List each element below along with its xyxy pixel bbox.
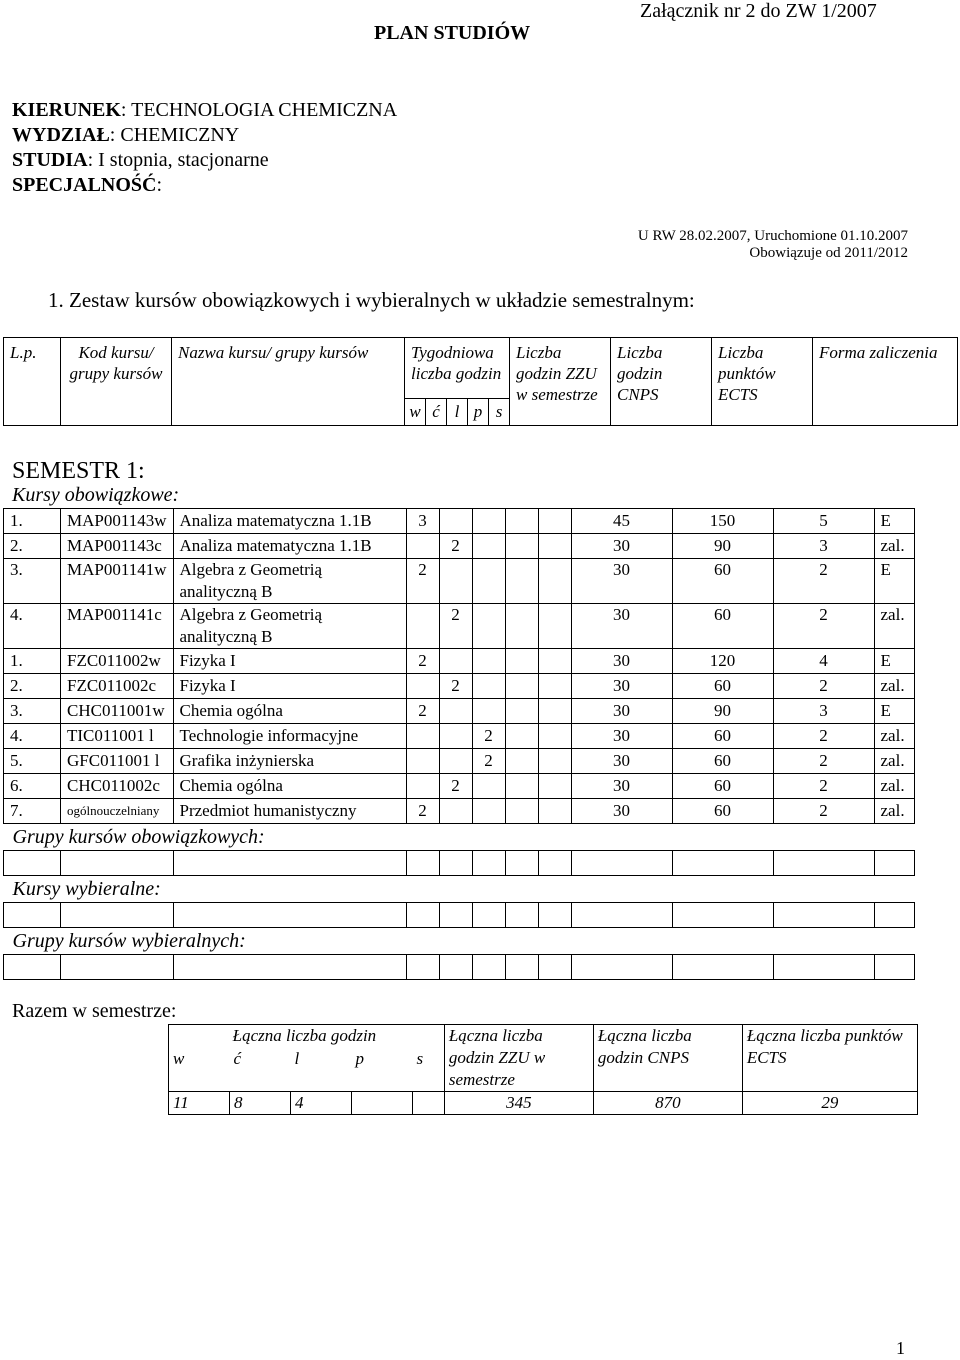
section-heading: 1. Zestaw kursów obowiązkowych i wybieralnych w układzie semestralnym: — [48, 288, 695, 312]
table-row — [4, 749, 915, 774]
summary-cnps-header: Łączna liczba godzin CNPS — [593, 1025, 742, 1092]
header-l: l — [447, 399, 468, 426]
blank-cell — [472, 903, 505, 928]
course-zzu: 30 — [571, 749, 672, 774]
summary-c-value: 8 — [230, 1092, 291, 1115]
course-p — [505, 774, 538, 799]
course-form: zal. — [874, 774, 915, 799]
course-l — [472, 559, 505, 604]
blank-cell — [61, 955, 174, 980]
course-lp: 4. — [4, 604, 61, 649]
blank-cell — [773, 955, 874, 980]
course-l: 2 — [472, 724, 505, 749]
summary-s-value — [413, 1092, 445, 1115]
summary-l-header: l — [291, 1048, 352, 1092]
course-w — [406, 774, 439, 799]
course-w: 2 — [406, 699, 439, 724]
course-c — [439, 699, 472, 724]
course-zzu: 30 — [571, 724, 672, 749]
course-s — [538, 724, 571, 749]
course-c: 2 — [439, 774, 472, 799]
plan-title: PLAN STUDIÓW — [374, 22, 531, 44]
course-p — [505, 749, 538, 774]
summary-p-header: p — [352, 1048, 413, 1092]
summary-zzu-value: 345 — [444, 1092, 593, 1115]
course-name: Algebra z Geometrią analityczną B — [173, 559, 406, 604]
course-ects: 2 — [773, 559, 874, 604]
summary-p-value — [352, 1092, 413, 1115]
course-cnps: 60 — [672, 724, 773, 749]
course-w: 2 — [406, 799, 439, 824]
blank-cell — [538, 851, 571, 876]
summary-hours-header: Łączna liczba godzin — [169, 1025, 445, 1048]
summary-ects-header: Łączna liczba punktów ECTS — [742, 1025, 917, 1092]
course-name: Analiza matematyczna 1.1B — [173, 534, 406, 559]
blank-cell — [672, 955, 773, 980]
course-p — [505, 604, 538, 649]
plan-header-table — [3, 337, 958, 426]
summary-ects-value: 29 — [742, 1092, 917, 1115]
course-s — [538, 509, 571, 534]
course-w — [406, 674, 439, 699]
course-ects: 2 — [773, 749, 874, 774]
course-w: 3 — [406, 509, 439, 534]
course-cnps: 60 — [672, 799, 773, 824]
course-form: zal. — [874, 534, 915, 559]
course-s — [538, 799, 571, 824]
course-l — [472, 674, 505, 699]
approval-line-2: Obowiązuje od 2011/2012 — [749, 245, 908, 261]
course-w — [406, 724, 439, 749]
blank-cell — [4, 851, 61, 876]
header-lp: L.p. — [4, 338, 61, 426]
group-mandatory-label-row — [4, 824, 915, 851]
blank-cell — [173, 955, 406, 980]
group-elective-label-row — [4, 928, 915, 955]
course-ects: 2 — [773, 774, 874, 799]
course-p — [505, 699, 538, 724]
elective-blank-row — [4, 903, 915, 928]
course-ects: 2 — [773, 724, 874, 749]
course-name: Fizyka I — [173, 649, 406, 674]
blank-cell — [505, 903, 538, 928]
table-row — [4, 534, 915, 559]
course-w: 2 — [406, 559, 439, 604]
blank-cell — [61, 851, 174, 876]
table-row — [4, 699, 915, 724]
course-ects: 3 — [773, 534, 874, 559]
course-c — [439, 724, 472, 749]
summary-s-header: s — [413, 1048, 445, 1092]
blank-cell — [173, 903, 406, 928]
summary-zzu-header: Łączna liczba godzin ZZU w semestrze — [444, 1025, 593, 1092]
blank-cell — [439, 955, 472, 980]
course-form: E — [874, 649, 915, 674]
blank-cell — [61, 903, 174, 928]
blank-cell — [874, 851, 915, 876]
course-p — [505, 799, 538, 824]
course-l — [472, 649, 505, 674]
course-code: ogólnouczelniany — [61, 799, 174, 824]
header-p: p — [468, 399, 489, 426]
course-name: Algebra z Geometrią analityczną B — [173, 604, 406, 649]
course-p — [505, 509, 538, 534]
course-code: MAP001141c — [61, 604, 174, 649]
course-zzu: 45 — [571, 509, 672, 534]
course-name: Grafika inżynierska — [173, 749, 406, 774]
page-number: 1 — [896, 1338, 905, 1358]
blank-cell — [505, 955, 538, 980]
course-form: E — [874, 509, 915, 534]
course-lp: 3. — [4, 559, 61, 604]
table-row — [4, 604, 915, 649]
header-form: Forma zaliczenia — [813, 338, 958, 426]
courses-table — [3, 508, 915, 980]
approval-note — [560, 228, 908, 262]
course-lp: 3. — [4, 699, 61, 724]
meta-block — [12, 98, 397, 198]
course-c: 2 — [439, 674, 472, 699]
course-code: TIC011001 l — [61, 724, 174, 749]
course-w: 2 — [406, 649, 439, 674]
course-ects: 2 — [773, 674, 874, 699]
course-cnps: 60 — [672, 604, 773, 649]
course-zzu: 30 — [571, 604, 672, 649]
blank-cell — [406, 903, 439, 928]
header-ects: Liczba punktów ECTS — [712, 338, 813, 426]
course-form: zal. — [874, 674, 915, 699]
summary-table — [168, 1024, 918, 1115]
course-cnps: 90 — [672, 534, 773, 559]
header-zzu: Liczba godzin ZZU w semestrze — [510, 338, 611, 426]
course-form: E — [874, 699, 915, 724]
blank-cell — [439, 851, 472, 876]
course-code: MAP001143c — [61, 534, 174, 559]
header-c: ć — [426, 399, 447, 426]
course-name: Technologie informacyjne — [173, 724, 406, 749]
blank-cell — [406, 955, 439, 980]
blank-cell — [773, 851, 874, 876]
course-form: E — [874, 559, 915, 604]
course-cnps: 60 — [672, 774, 773, 799]
course-l — [472, 799, 505, 824]
course-c — [439, 749, 472, 774]
table-row — [4, 559, 915, 604]
blank-cell — [538, 955, 571, 980]
course-lp: 5. — [4, 749, 61, 774]
blank-cell — [672, 851, 773, 876]
header-cnps: Liczba godzin CNPS — [611, 338, 712, 426]
course-cnps: 60 — [672, 674, 773, 699]
blank-cell — [538, 903, 571, 928]
table-row — [4, 774, 915, 799]
course-c — [439, 509, 472, 534]
course-l — [472, 534, 505, 559]
course-p — [505, 724, 538, 749]
blank-cell — [571, 955, 672, 980]
header-weekly: Tygodniowa liczba godzin — [405, 338, 510, 399]
header-name: Nazwa kursu/ grupy kursów — [172, 338, 405, 426]
course-lp: 1. — [4, 649, 61, 674]
course-lp: 1. — [4, 509, 61, 534]
header-w: w — [405, 399, 426, 426]
table-row — [4, 724, 915, 749]
meta-specjalnosc: SPECJALNOŚĆ: — [12, 174, 163, 196]
header-code: Kod kursu/ grupy kursów — [61, 338, 172, 426]
blank-cell — [571, 851, 672, 876]
course-name: Fizyka I — [173, 674, 406, 699]
summary-w-value: 11 — [169, 1092, 230, 1115]
course-lp: 2. — [4, 674, 61, 699]
course-p — [505, 649, 538, 674]
meta-kierunek: KIERUNEK: TECHNOLOGIA CHEMICZNA — [12, 99, 398, 121]
course-cnps: 90 — [672, 699, 773, 724]
course-w — [406, 604, 439, 649]
table-row — [4, 799, 915, 824]
blank-cell — [4, 903, 61, 928]
course-lp: 7. — [4, 799, 61, 824]
course-lp: 6. — [4, 774, 61, 799]
attachment-note: Załącznik nr 2 do ZW 1/2007 — [640, 0, 877, 22]
course-lp: 2. — [4, 534, 61, 559]
course-c: 2 — [439, 604, 472, 649]
meta-wydzial: WYDZIAŁ: CHEMICZNY — [12, 124, 240, 146]
course-s — [538, 749, 571, 774]
course-ects: 4 — [773, 649, 874, 674]
table-row — [4, 649, 915, 674]
blank-cell — [406, 851, 439, 876]
blank-cell — [571, 903, 672, 928]
course-zzu: 30 — [571, 774, 672, 799]
summary-w-header: w — [169, 1048, 230, 1092]
course-s — [538, 559, 571, 604]
course-zzu: 30 — [571, 534, 672, 559]
semester-heading: SEMESTR 1: — [12, 458, 145, 484]
course-name: Chemia ogólna — [173, 774, 406, 799]
course-c: 2 — [439, 534, 472, 559]
course-c — [439, 649, 472, 674]
header-s: s — [489, 399, 510, 426]
course-l — [472, 774, 505, 799]
table-row — [4, 509, 915, 534]
summary-c-header: ć — [230, 1048, 291, 1092]
course-ects: 3 — [773, 699, 874, 724]
blank-cell — [672, 903, 773, 928]
approval-line-1: U RW 28.02.2007, Uruchomione 01.10.2007 — [637, 228, 908, 244]
course-cnps: 60 — [672, 749, 773, 774]
summary-l-value: 4 — [291, 1092, 352, 1115]
course-lp: 4. — [4, 724, 61, 749]
summary-label: Razem w semestrze: — [12, 1000, 177, 1022]
course-form: zal. — [874, 604, 915, 649]
course-cnps: 60 — [672, 559, 773, 604]
course-s — [538, 699, 571, 724]
course-name: Chemia ogólna — [173, 699, 406, 724]
course-name: Przedmiot humanistyczny — [173, 799, 406, 824]
course-cnps: 120 — [672, 649, 773, 674]
course-l — [472, 699, 505, 724]
course-s — [538, 674, 571, 699]
course-s — [538, 649, 571, 674]
course-form: zal. — [874, 749, 915, 774]
course-form: zal. — [874, 724, 915, 749]
blank-cell — [874, 955, 915, 980]
course-c — [439, 799, 472, 824]
elective-courses-label-row — [4, 876, 915, 903]
blank-cell — [173, 851, 406, 876]
course-code: GFC011001 l — [61, 749, 174, 774]
course-s — [538, 534, 571, 559]
blank-cell — [505, 851, 538, 876]
course-name: Analiza matematyczna 1.1B — [173, 509, 406, 534]
course-s — [538, 774, 571, 799]
course-code: FZC011002c — [61, 674, 174, 699]
course-ects: 2 — [773, 799, 874, 824]
course-zzu: 30 — [571, 799, 672, 824]
course-w — [406, 534, 439, 559]
course-l — [472, 604, 505, 649]
course-c — [439, 559, 472, 604]
table-row — [4, 674, 915, 699]
course-ects: 2 — [773, 604, 874, 649]
blank-cell — [472, 851, 505, 876]
course-p — [505, 674, 538, 699]
elective-courses-label: Kursy wybieralne: — [12, 878, 161, 900]
mandatory-courses-label: Kursy obowiązkowe: — [12, 484, 180, 506]
course-code: FZC011002w — [61, 649, 174, 674]
blank-cell — [4, 955, 61, 980]
course-code: MAP001141w — [61, 559, 174, 604]
group-mandatory-label: Grupy kursów obowiązkowych: — [12, 826, 265, 848]
group-elective-blank-row — [4, 955, 915, 980]
course-zzu: 30 — [571, 699, 672, 724]
course-p — [505, 559, 538, 604]
course-s — [538, 604, 571, 649]
course-form: zal. — [874, 799, 915, 824]
course-l — [472, 509, 505, 534]
meta-studia: STUDIA: I stopnia, stacjonarne — [12, 149, 269, 171]
blank-cell — [773, 903, 874, 928]
course-w — [406, 749, 439, 774]
course-code: CHC011002c — [61, 774, 174, 799]
course-zzu: 30 — [571, 649, 672, 674]
course-code: MAP001143w — [61, 509, 174, 534]
summary-cnps-value: 870 — [593, 1092, 742, 1115]
course-l: 2 — [472, 749, 505, 774]
blank-cell — [472, 955, 505, 980]
blank-cell — [439, 903, 472, 928]
course-zzu: 30 — [571, 674, 672, 699]
course-p — [505, 534, 538, 559]
group-mandatory-blank-row — [4, 851, 915, 876]
group-elective-label: Grupy kursów wybieralnych: — [12, 930, 246, 952]
course-zzu: 30 — [571, 559, 672, 604]
blank-cell — [874, 903, 915, 928]
course-code: CHC011001w — [61, 699, 174, 724]
course-cnps: 150 — [672, 509, 773, 534]
course-ects: 5 — [773, 509, 874, 534]
